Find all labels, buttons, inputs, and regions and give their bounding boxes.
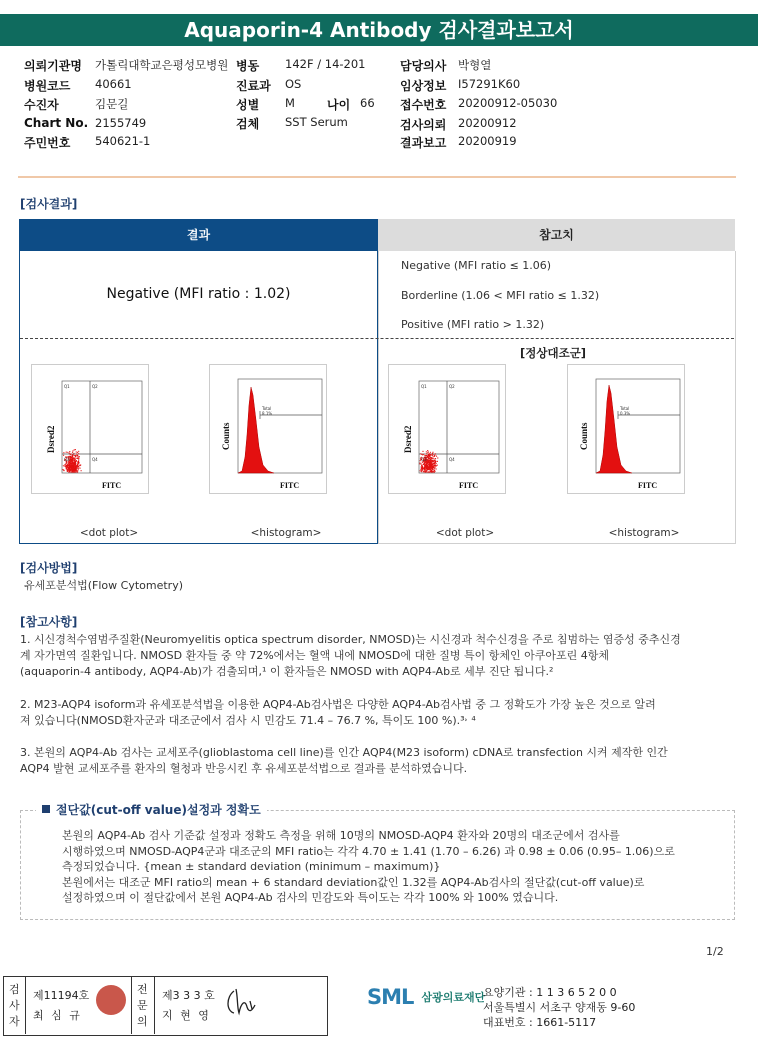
method-text: 유세포분석법(Flow Cytometry) [24,579,184,592]
examiner-license: 제11194호 [33,989,90,1002]
event-dot [433,460,434,461]
header-label: 의뢰기관명 [24,59,82,73]
event-dot [77,465,78,466]
header-value: 20200912-05030 [458,96,558,110]
report-title: Aquaporin-4 Antibody 검사결과보고서 [0,14,758,46]
q1-label: Q1 [64,384,70,389]
event-dot [77,452,78,453]
y-axis-label: Dsred2 [46,425,56,453]
event-dot [73,455,74,456]
method-section-title: [검사방법] [20,561,78,575]
event-dot [77,470,78,471]
org-info-line: 대표번호 : 1661-5117 [483,1016,597,1029]
label-char: 검 [9,983,20,996]
age-label: 나이 [327,98,351,112]
y-axis-label: Dsred2 [403,425,413,453]
event-dot [432,454,433,455]
sml-logo-text: SML [367,985,414,1009]
event-dot [420,453,421,454]
header-label: 병동 [236,59,260,73]
cutoff-title-text: 절단값(cut-off value)설정과 정확도 [56,803,261,817]
event-dot [68,468,69,469]
event-dot [424,469,425,470]
reference-header: 참고치 [378,219,735,251]
event-dot [433,471,434,472]
event-dot [76,453,77,454]
patient-dot-plot [31,364,149,494]
event-dot [423,471,424,472]
event-dot [65,466,66,467]
event-dot [78,468,79,469]
dot-plot-svg [32,365,148,493]
event-dot [63,465,64,466]
reference-positive: Positive (MFI ratio > 1.32) [401,318,545,331]
event-dot [420,469,421,470]
event-dot [428,458,429,459]
event-dot [421,463,422,464]
event-dot [435,467,436,468]
note-line: 3. 본원의 AQP4-Ab 검사는 교세포주(glioblastoma cell line)를 인간 AQP4(M23 isoform) cDNA로 transfection 시켜 제작한 인간 [20,746,668,759]
control-dot-plot [388,364,506,494]
divider [18,176,736,178]
header-value: 540621-1 [95,134,151,148]
header-label: 검체 [236,117,260,131]
event-dot [431,464,432,465]
event-dot [72,452,73,453]
event-dot [73,460,74,461]
reference-negative: Negative (MFI ratio ≤ 1.06) [401,259,552,272]
note-3 [20,745,738,777]
event-dot [435,466,436,467]
dot-plot-caption: <dot plot> [435,527,495,539]
cutoff-line: 본원의 AQP4-Ab 검사 기준값 설정과 정확도 측정을 위해 10명의 NMOSD-AQP4 환자와 20명의 대조군에서 검사를 [62,829,620,842]
cutoff-line: 설정하였으며 이 절단값에서 본원 AQP4-Ab 검사의 민감도와 특이도는 각각 100% 와 100% 였습니다. [62,891,559,904]
event-dot [75,469,76,470]
event-dot [437,457,438,458]
event-dot [80,464,81,465]
event-dot [74,449,75,450]
event-dot [435,465,436,466]
event-dot [428,461,429,462]
event-dot [63,470,64,471]
examiner-name: 최 심 규 [33,1009,82,1022]
note-line: AQP4 발현 교세포주를 환자의 혈청과 반응시킨 후 유세포분석법으로 결과를 분석하였습니다. [20,762,468,775]
event-dot [427,457,428,458]
control-label: [정상대조군] [520,346,587,360]
event-dot [437,461,438,462]
event-dot [434,468,435,469]
event-dot [70,453,71,454]
event-dot [73,458,74,459]
reference-borderline: Borderline (1.06 < MFI ratio ≤ 1.32) [401,289,600,302]
event-dot [74,460,75,461]
event-dot [434,470,435,471]
q2-label: Q2 [449,384,455,389]
event-dot [422,466,423,467]
event-dot [75,455,76,456]
examiner-label [9,982,20,1030]
label-char: 문 [137,999,148,1012]
event-dot [431,471,432,472]
event-dot [75,456,76,457]
event-dot [78,458,79,459]
signature-box [3,976,328,1036]
event-dot [434,466,435,467]
event-dot [431,465,432,466]
page-number: 1/2 [706,945,724,958]
header-value: 가톨릭대학교은평성모병원 [95,58,229,72]
org-info [483,985,635,1030]
event-dot [73,453,74,454]
examiner-seal-icon [96,985,126,1015]
hist-percent: 0.3% [620,411,631,416]
results-section-title: [검사결과] [20,197,78,211]
note-1 [20,632,738,680]
result-header: 결과 [19,219,378,251]
event-dot [81,470,82,471]
event-dot [422,454,423,455]
signature-icon [222,983,262,1019]
event-dot [75,470,76,471]
note-line: 져 있습니다(NMOSD환자군과 대조군에서 검사 시 민감도 71.4 – 76.7 %, 특이도 100 %).³˒ ⁴ [20,714,476,727]
event-dot [432,468,433,469]
q3-label: Q3 [421,457,427,462]
event-dot [65,464,66,465]
y-axis-label: Counts [221,422,231,450]
y-axis-label: Counts [579,422,589,450]
x-axis-label: FITC [638,481,658,490]
q1-label: Q1 [421,384,427,389]
event-dot [426,470,427,471]
event-dot [71,470,72,471]
event-dot [427,465,428,466]
event-dot [76,471,77,472]
x-axis-label: FITC [102,481,122,490]
event-dot [67,470,68,471]
dot-plot-svg [389,365,505,493]
event-dot [71,459,72,460]
event-dot [71,463,72,464]
event-dot [71,465,72,466]
event-dot [74,471,75,472]
event-dot [79,465,80,466]
cutoff-title [36,801,267,818]
event-dot [432,460,433,461]
patient-histogram [209,364,327,494]
event-dot [435,462,436,463]
event-dot [67,452,68,453]
org-info-line: 요양기관 : 1 1 3 6 5 2 0 0 [483,986,617,999]
event-dot [79,468,80,469]
event-dot [77,455,78,456]
x-axis-label: FITC [280,481,300,490]
event-dot [432,458,433,459]
event-dot [426,453,427,454]
event-dot [78,462,79,463]
event-dot [421,471,422,472]
header-value: 20200912 [458,116,517,130]
event-dot [76,460,77,461]
event-dot [63,452,64,453]
q3-label: Q3 [64,457,70,462]
event-dot [70,462,71,463]
event-dot [78,461,79,462]
event-dot [424,471,425,472]
q2-label: Q2 [92,384,98,389]
event-dot [431,454,432,455]
event-dot [422,451,423,452]
event-dot [434,463,435,464]
specialist-label [137,982,148,1030]
event-dot [73,467,74,468]
header-value: I57291K60 [458,77,521,91]
header-value: 김문길 [95,97,129,111]
cutoff-line: 본원에서는 대조군 MFI ratio의 mean + 6 standard deviation값인 1.32를 AQP4-Ab검사의 절단값(cut-off value)로 [62,875,645,889]
event-dot [427,452,428,453]
event-dot [67,466,68,467]
event-dot [65,465,66,466]
event-dot [78,466,79,467]
org-info-line: 서울특별시 서초구 양재동 9-60 [483,1001,636,1014]
event-dot [66,452,67,453]
event-dot [426,451,427,452]
event-dot [435,461,436,462]
q4-label: Q4 [449,457,455,462]
event-dot [73,469,74,470]
event-dot [75,463,76,464]
event-dot [432,461,433,462]
event-dot [63,455,64,456]
event-dot [77,467,78,468]
label-char: 의 [137,1015,148,1028]
specialist-name: 지 현 영 [162,1009,211,1022]
event-dot [422,468,423,469]
event-dot [423,454,424,455]
header-label: 접수번호 [400,98,447,112]
event-dot [72,450,73,451]
histogram-svg [210,365,326,493]
note-line: 계 자가면역 질환입니다. NMOSD 환자들 중 약 72%에서는 혈액 내에 NMOSD에 대한 질병 특이 항체인 아쿠아포린 4항체 [20,649,609,662]
event-dot [68,471,69,472]
header-label: 수진자 [24,98,59,112]
event-dot [67,464,68,465]
event-dot [72,460,73,461]
event-dot [437,465,438,466]
event-dot [429,453,430,454]
header-label: 성별 [236,98,260,112]
header-value: OS [285,77,302,91]
event-dot [434,455,435,456]
event-dot [428,455,429,456]
control-histogram [567,364,685,494]
event-dot [429,462,430,463]
x-axis-label: FITC [459,481,479,490]
header-value: 142F / 14-201 [285,57,366,71]
header-value: SST Serum [285,115,348,129]
dashed-divider [20,338,734,339]
event-dot [76,458,77,459]
note-line: 1. 시신경척수염범주질환(Neuromyelitis optica spectrum disorder, NMOSD)는 시신경과 척수신경을 주로 침범하는 염증성 중추신경 [20,633,681,646]
label-char: 전 [137,983,148,996]
age-value: 66 [360,96,375,110]
header-label: 임상정보 [400,79,447,93]
event-dot [429,458,430,459]
event-dot [427,450,428,451]
note-line: 2. M23-AQP4 isoform과 유세포분석법을 이용한 AQP4-Ab검사법은 다양한 AQP4-Ab검사법 중 그 정확도가 가장 높은 것으로 알려 [20,698,656,711]
header-label: 주민번호 [24,136,71,150]
histogram-peak [238,387,274,473]
hist-percent: 8.1% [262,411,273,416]
event-dot [77,457,78,458]
event-dot [428,463,429,464]
event-dot [71,471,72,472]
event-dot [428,459,429,460]
header-value: M [285,96,295,110]
event-dot [72,466,73,467]
event-dot [79,456,80,457]
event-dot [432,463,433,464]
cutoff-line: 측정되었습니다. {mean ± standard deviation (minimum – maximum)} [62,860,441,873]
header-label: 병원코드 [24,79,71,93]
event-dot [419,463,420,464]
event-dot [428,471,429,472]
histogram-peak [596,385,632,473]
event-dot [433,456,434,457]
notes-section-title: [참고사항] [20,615,78,629]
square-bullet-icon [42,805,50,813]
event-dot [432,453,433,454]
event-dot [436,468,437,469]
result-value: Negative (MFI ratio : 1.02) [106,286,291,302]
label-char: 사 [9,999,20,1012]
event-dot [432,452,433,453]
event-dot [70,467,71,468]
event-dot [436,456,437,457]
header-value: 20200919 [458,134,517,148]
event-dot [74,466,75,467]
note-line: (aquaporin-4 antibody, AQP4-Ab)가 검출되며,¹ 이 환자들은 NMOSD with AQP4-Ab로 세부 진단 됩니다.² [20,665,554,678]
hist-total-label: Total [262,406,272,411]
event-dot [429,466,430,467]
dot-plot-caption: <dot plot> [79,527,139,539]
org-name: 삼광의료재단 [421,991,486,1004]
event-dot [431,470,432,471]
event-dot [68,462,69,463]
event-dot [67,467,68,468]
event-dot [78,453,79,454]
event-dot [72,456,73,457]
header-value: 박형열 [458,58,492,72]
event-dot [74,457,75,458]
org-logo [367,985,485,1009]
header-label: 진료과 [236,79,271,93]
event-dot [69,464,70,465]
event-dot [429,465,430,466]
histogram-caption: <histogram> [608,527,680,539]
header-value: 2155749 [95,116,147,130]
event-dot [73,463,74,464]
event-dot [66,462,67,463]
q4-label: Q4 [92,457,98,462]
event-dot [69,469,70,470]
event-dot [424,463,425,464]
event-dot [72,464,73,465]
event-dot [69,451,70,452]
header-label: 검사의뢰 [400,118,447,132]
event-dot [431,457,432,458]
event-dot [426,462,427,463]
header-label: Chart No. [24,116,89,130]
event-dot [69,453,70,454]
label-char: 자 [9,1015,20,1028]
event-dot [70,470,71,471]
event-dot [78,451,79,452]
event-dot [76,451,77,452]
header-value: 40661 [95,77,132,91]
event-dot [435,453,436,454]
specialist-license: 제3 3 3 호 [162,989,215,1002]
event-dot [430,454,431,455]
histogram-svg [568,365,684,493]
event-dot [75,449,76,450]
event-dot [430,452,431,453]
event-dot [424,466,425,467]
event-dot [421,468,422,469]
event-dot [434,456,435,457]
note-2 [20,697,738,729]
event-dot [427,471,428,472]
header-label: 결과보고 [400,136,447,150]
event-dot [433,458,434,459]
event-dot [66,468,67,469]
event-dot [74,464,75,465]
histogram-caption: <histogram> [250,527,322,539]
event-dot [427,469,428,470]
cutoff-line: 시행하였으며 NMOSD-AQP4군과 대조군의 MFI ratio는 각각 4.70 ± 1.41 (1.70 – 6.26) 과 0.98 ± 0.06 (0.95– 1.06)으로 [62,844,675,858]
event-dot [72,462,73,463]
event-dot [430,459,431,460]
cutoff-text [62,828,732,906]
hist-total-label: Total [620,406,630,411]
event-dot [422,469,423,470]
event-dot [435,458,436,459]
event-dot [420,470,421,471]
header-label: 담당의사 [400,59,447,73]
